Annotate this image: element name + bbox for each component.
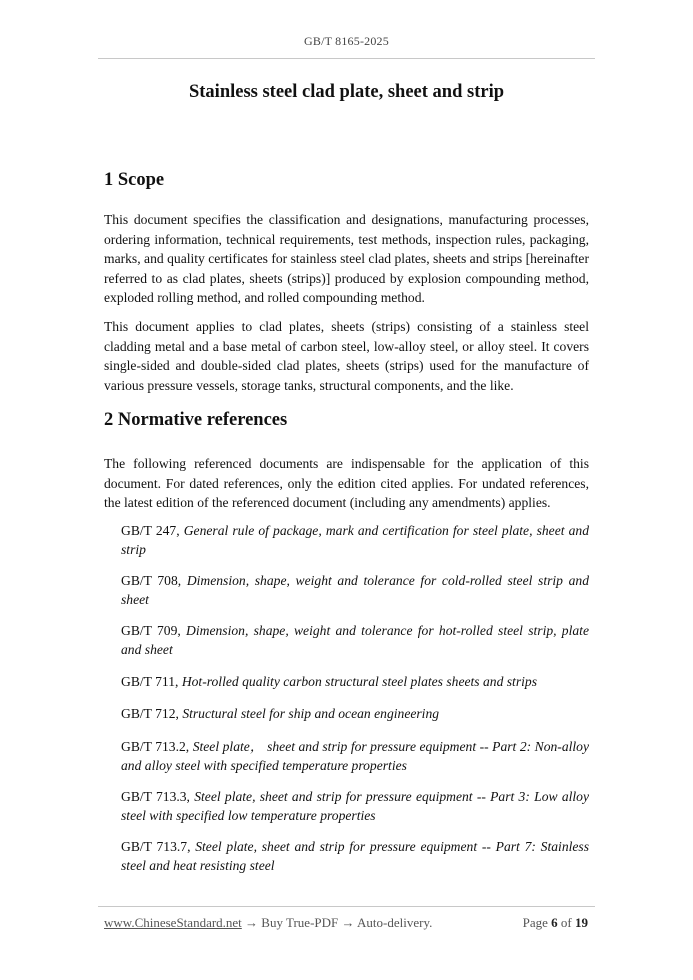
reference-code: GB/T 708, — [121, 573, 187, 588]
reference-item — [121, 737, 589, 775]
reference-title: Steel plate, sheet and strip for pressure equipment -- Part 7: Stainless steel and heat resisting steel — [121, 839, 590, 873]
reference-title: Dimension, shape, weight and tolerance for hot-rolled steel strip, plate and sheet — [121, 623, 589, 657]
section-heading-scope: 1 Scope — [104, 170, 165, 190]
page-current: 6 — [551, 915, 558, 930]
reference-code: GB/T 711, — [121, 674, 182, 689]
document-title: Stainless steel clad plate, sheet and strip — [188, 82, 504, 102]
site-link[interactable]: www.ChineseStandard.net — [104, 915, 242, 930]
reference-item — [121, 704, 589, 723]
reference-title: Hot-rolled quality carbon structural steel plates sheets and strips — [181, 674, 537, 689]
page-label: Page — [522, 915, 548, 930]
reference-title: Steel plate, sheet and strip for pressure equipment -- Part 3: Low alloy steel with specified low temperature properties — [121, 789, 589, 823]
reference-title: General rule of package, mark and certification for steel plate, sheet and strip — [121, 523, 589, 557]
reference-code: GB/T 713.7, — [121, 839, 196, 854]
footer-divider — [98, 906, 595, 907]
reference-item — [121, 521, 589, 559]
reference-item — [121, 787, 589, 825]
header-divider — [98, 58, 595, 59]
scope-paragraph-1: This document specifies the classification and designations, manufacturing processes, ordering information, technical requirements, test methods, inspection rules, packaging, marks, and quality certificates for stainless steel clad plates, sheets and strips [hereinafter referred to as clad plates, sheets (strips)] produced by explosion compounding method, exploded rolling method, and rolled compounding method. — [104, 212, 589, 305]
reference-item — [121, 571, 589, 609]
page-indicator — [523, 915, 588, 931]
reference-item — [121, 672, 589, 691]
page-of-label: of — [560, 915, 572, 930]
reference-code: GB/T 713.3, — [121, 789, 195, 804]
reference-code: GB/T 247, — [121, 523, 184, 538]
page-header-doc-code: GB/T 8165-2025 — [304, 34, 389, 48]
reference-title: Steel plate， sheet and strip for pressure equipment -- Part 2: Non-alloy and alloy steel with specified temperature properties — [121, 739, 590, 773]
reference-code: GB/T 709, — [121, 623, 187, 638]
section-heading-normative-references: 2 Normative references — [104, 410, 288, 430]
footer-promo — [104, 915, 432, 931]
reference-code: GB/T 713.2, — [121, 739, 193, 754]
reference-title: Dimension, shape, weight and tolerance for cold-rolled steel strip and sheet — [121, 573, 590, 607]
reference-title: Structural steel for ship and ocean engineering — [182, 706, 440, 721]
scope-paragraph-2: This document applies to clad plates, sheets (strips) consisting of a stainless steel cladding metal and a base metal of carbon steel, low-alloy steel, or alloy steel. It covers single-sided and double-sided clad plates, sheets (strips) used for the manufacture of various pressure vessels, storage tanks, structural components, and the like. — [104, 319, 589, 393]
reference-item — [121, 621, 589, 659]
page-total: 19 — [575, 915, 588, 930]
reference-item — [121, 837, 589, 875]
normative-references-paragraph: The following referenced documents are indispensable for the application of this document. For dated references, only the edition cited applies. For undated references, the latest edition of the referenced document (including any amendments) applies. — [104, 456, 589, 510]
footer-promo-text: → Buy True-PDF → Auto-delivery. — [241, 915, 433, 930]
reference-code: GB/T 712, — [121, 706, 183, 721]
